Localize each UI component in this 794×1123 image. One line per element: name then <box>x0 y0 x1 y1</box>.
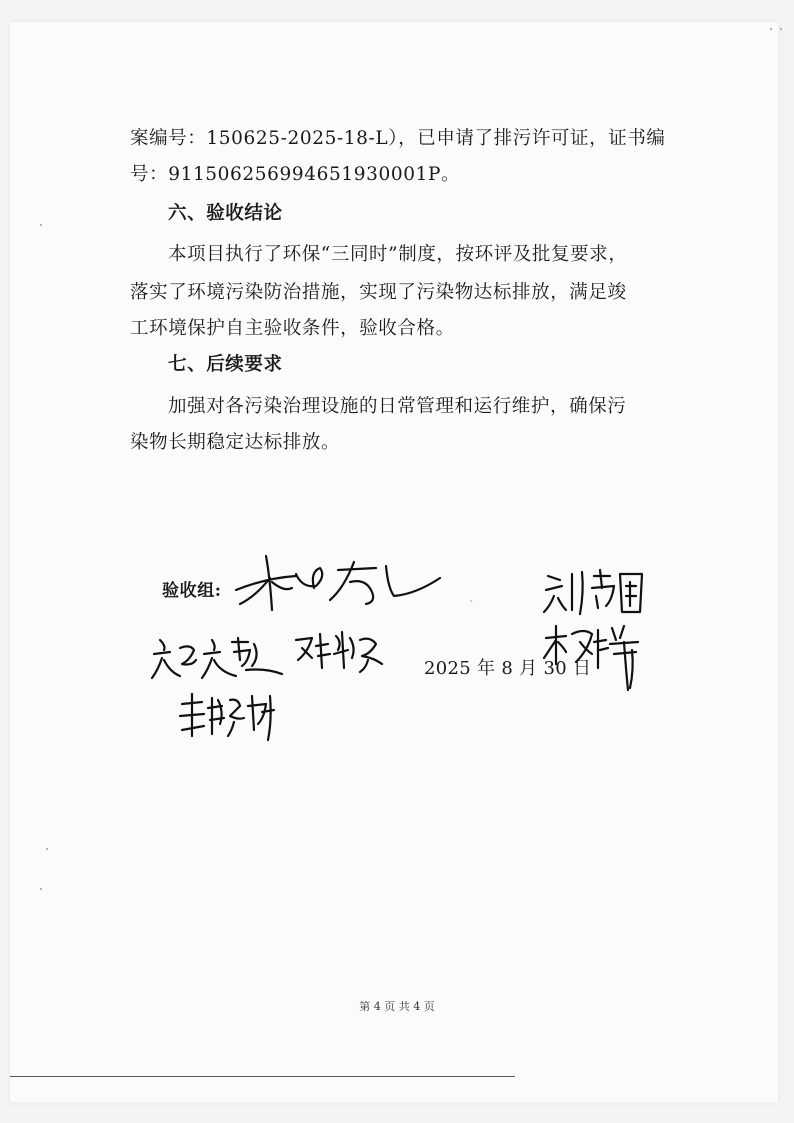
scan-speck <box>46 848 48 850</box>
handwritten-signature-5 <box>290 628 390 678</box>
body-line-1: 案编号：150625-2025-18-L），已申请了排污许可证，证书编 <box>130 128 666 149</box>
handwritten-signature-7 <box>620 650 640 690</box>
handwritten-signature-2 <box>540 566 650 618</box>
scan-speck <box>40 224 42 226</box>
body-line-7-1: 加强对各污染治理设施的日常管理和运行维护，确保污 <box>168 396 627 417</box>
body-line-6-3: 工环境保护自主验收条件，验收合格。 <box>130 318 455 339</box>
handwritten-signature-1 <box>226 548 446 618</box>
bottom-rule <box>10 1076 515 1077</box>
section-heading-6: 六、验收结论 <box>168 203 283 224</box>
handwritten-signature-4 <box>150 630 290 686</box>
page-number: 第 4 页 共 4 页 <box>359 1000 435 1013</box>
signature-label: 验收组: <box>162 581 222 601</box>
section-heading-7: 七、后续要求 <box>168 354 283 375</box>
signature-date: 2025 年 8 月 30 日 <box>424 658 592 679</box>
scan-speck <box>780 28 782 30</box>
scan-speck <box>470 600 472 602</box>
scan-speck <box>40 888 42 890</box>
body-line-7-2: 染物长期稳定达标排放。 <box>130 432 341 453</box>
scan-speck <box>770 28 772 30</box>
handwritten-signature-6 <box>178 690 288 744</box>
body-line-6-1: 本项目执行了环保“三同时”制度，按环评及批复要求， <box>168 244 628 265</box>
body-line-6-2: 落实了环境污染防治措施，实现了污染物达标排放，满足竣 <box>130 282 627 303</box>
body-line-2: 号：911506256994651930001P。 <box>130 164 461 185</box>
